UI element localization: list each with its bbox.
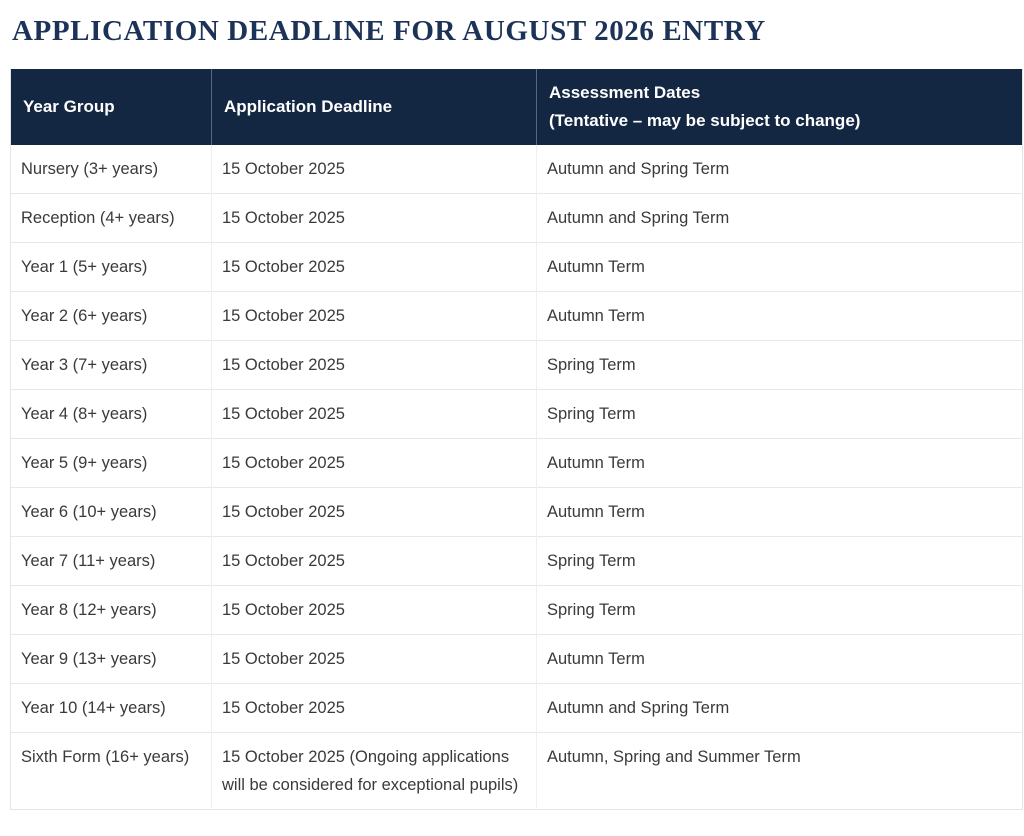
table-row: [11, 536, 1023, 585]
column-header-year-group: Year Group: [11, 69, 212, 145]
application-deadline-cell: 15 October 2025 (Ongoing applications will be considered for exceptional pupils): [212, 732, 537, 809]
column-header-assessment-dates: [537, 69, 1023, 145]
application-deadline-cell: 15 October 2025: [212, 634, 537, 683]
table-header-row: [11, 69, 1023, 145]
assessment-dates-label: Assessment Dates: [549, 82, 701, 102]
table-row: [11, 585, 1023, 634]
application-deadline-cell: 15 October 2025: [212, 340, 537, 389]
application-deadline-cell: 15 October 2025: [212, 438, 537, 487]
application-deadline-cell: 15 October 2025: [212, 145, 537, 194]
year-group-cell: Year 1 (5+ years): [11, 242, 212, 291]
table-row: [11, 389, 1023, 438]
assessment-dates-cell: Autumn and Spring Term: [537, 193, 1023, 242]
application-deadline-cell: 15 October 2025: [212, 683, 537, 732]
assessment-dates-cell: Autumn, Spring and Summer Term: [537, 732, 1023, 809]
assessment-dates-cell: Autumn and Spring Term: [547, 159, 730, 178]
application-deadline-cell: 15 October 2025: [212, 291, 537, 340]
table-row: [11, 683, 1023, 732]
table-row: [11, 145, 1023, 194]
assessment-dates-cell: Spring Term: [537, 389, 1023, 438]
year-group-cell: Year 6 (10+ years): [11, 487, 212, 536]
year-group-cell: Year 9 (13+ years): [11, 634, 212, 683]
assessment-dates-cell: Spring Term: [537, 340, 1023, 389]
assessment-dates-cell: Autumn Term: [537, 634, 1023, 683]
assessment-dates-cell: Autumn Term: [537, 242, 1023, 291]
table-row: [11, 242, 1023, 291]
assessment-dates-cell: Spring Term: [537, 536, 1023, 585]
year-group-cell: Year 4 (8+ years): [11, 389, 212, 438]
table-header: [11, 69, 1023, 145]
application-deadline-cell: 15 October 2025: [212, 193, 537, 242]
table-row: [11, 487, 1023, 536]
application-deadlines-table: [10, 69, 1023, 810]
table-row: [11, 291, 1023, 340]
year-group-cell: Year 8 (12+ years): [11, 585, 212, 634]
assessment-dates-cell: Autumn Term: [537, 438, 1023, 487]
table-body: [11, 145, 1023, 810]
year-group-cell: Reception (4+ years): [11, 193, 212, 242]
table-row: [11, 340, 1023, 389]
year-group-cell: Nursery (3+ years): [11, 145, 212, 194]
year-group-cell: Year 5 (9+ years): [11, 438, 212, 487]
application-deadline-cell: 15 October 2025: [212, 389, 537, 438]
table-row: [11, 193, 1023, 242]
application-deadline-cell: 15 October 2025: [212, 242, 537, 291]
year-group-cell: Year 10 (14+ years): [11, 683, 212, 732]
assessment-dates-cell: Autumn Term: [537, 487, 1023, 536]
table-row: [11, 438, 1023, 487]
table-row: [11, 634, 1023, 683]
application-deadline-cell: 15 October 2025: [212, 536, 537, 585]
year-group-cell: Year 7 (11+ years): [11, 536, 212, 585]
year-group-cell: Year 3 (7+ years): [11, 340, 212, 389]
assessment-dates-cell: Autumn and Spring Term: [537, 683, 1023, 732]
application-deadline-cell: 15 October 2025: [212, 585, 537, 634]
table-row: [11, 732, 1023, 809]
assessment-dates-tentative-note: (Tentative – may be subject to change): [549, 110, 861, 130]
assessment-dates-cell: Autumn Term: [537, 291, 1023, 340]
application-deadline-cell: 15 October 2025: [212, 487, 537, 536]
year-group-cell: Year 2 (6+ years): [11, 291, 212, 340]
year-group-cell: Sixth Form (16+ years): [11, 732, 212, 809]
page-title: APPLICATION DEADLINE FOR AUGUST 2026 ENTRY: [12, 15, 766, 47]
column-header-application-deadline: Application Deadline: [212, 69, 537, 145]
assessment-dates-cell: Spring Term: [537, 585, 1023, 634]
